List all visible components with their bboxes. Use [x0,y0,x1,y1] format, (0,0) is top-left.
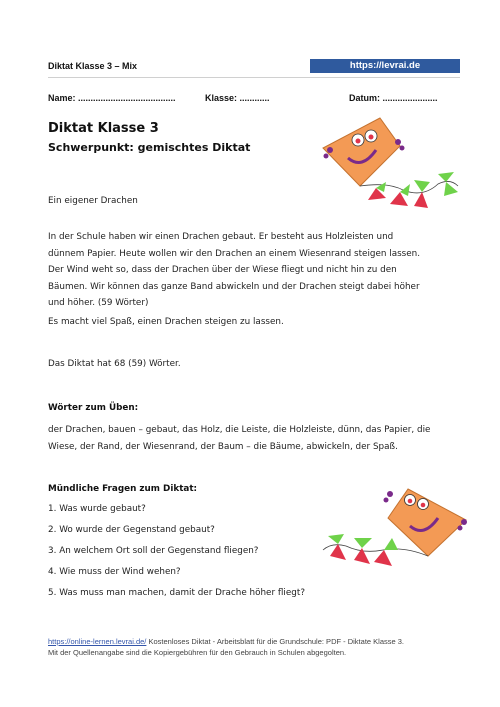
question-item: 2. Wo wurde der Gegenstand gebaut? [48,525,215,535]
story-line-2: dünnem Papier. Heute wollen wir den Drachen an einem Wiesenrand steigen lassen. [48,248,421,259]
worksheet-title: Diktat Klasse 3 – Mix [48,61,138,71]
question-item: 4. Wie muss der Wind wehen? [48,567,181,577]
story-paragraph-2: Es macht viel Spaß, einen Drachen steigen zu lassen. [48,317,284,327]
kite-illustration-top [318,112,468,222]
kite-illustration-bottom [318,484,468,584]
class-field: Klasse: ............ [205,93,270,103]
practice-line-2: Wiese, der Rand, der Wiesenrand, der Baum – die Bäume, abwickeln, der Spaß. [48,441,398,452]
header-divider [48,77,460,78]
page-subtitle: Schwerpunkt: gemischtes Diktat [48,141,251,154]
footer-line-1 [48,636,468,647]
story-title: Ein eigener Drachen [48,196,138,206]
story-line-5: und höher. (59 Wörter) [48,298,149,308]
story-line-1: In der Schule haben wir einen Drachen gebaut. Er besteht aus Holzleisten und [48,232,394,242]
questions-heading: Mündliche Fragen zum Diktat: [48,484,198,494]
questions-list [48,501,305,606]
name-field: Name: ....................................... [48,93,176,103]
footer-link[interactable]: https://online-lernen.levrai.de/ [48,637,147,646]
word-count: Das Diktat hat 68 (59) Wörter. [48,359,181,369]
site-badge[interactable]: https://levrai.de [310,59,460,73]
practice-words [48,422,468,455]
footer-line-2: Mit der Quellenangabe sind die Kopiergebühren für den Gebrauch in Schulen abgegolten. [48,648,347,657]
date-field: Datum: ...................... [349,93,438,103]
footer [48,636,468,658]
story-paragraph [48,229,468,312]
practice-line-1: der Drachen, bauen – gebaut, das Holz, die Leiste, die Holzleiste, dünn, das Papier, die [48,425,431,435]
footer-text-1: Kostenloses Diktat - Arbeitsblatt für die Grundschule: PDF - Diktate Klasse 3. [146,637,405,646]
question-item: 3. An welchem Ort soll der Gegenstand fliegen? [48,546,259,556]
story-line-4: Bäumen. Wir können das ganze Band abwickeln und der Drachen steigt dabei höher [48,281,420,292]
page-title: Diktat Klasse 3 [48,121,159,136]
practice-heading: Wörter zum Üben: [48,403,139,413]
story-line-3: Der Wind weht so, dass der Drachen über der Wiese fliegt und nicht hin zu den [48,265,397,275]
question-item: 1. Was wurde gebaut? [48,504,146,514]
question-item: 5. Was muss man machen, damit der Drache höher fliegt? [48,588,305,598]
